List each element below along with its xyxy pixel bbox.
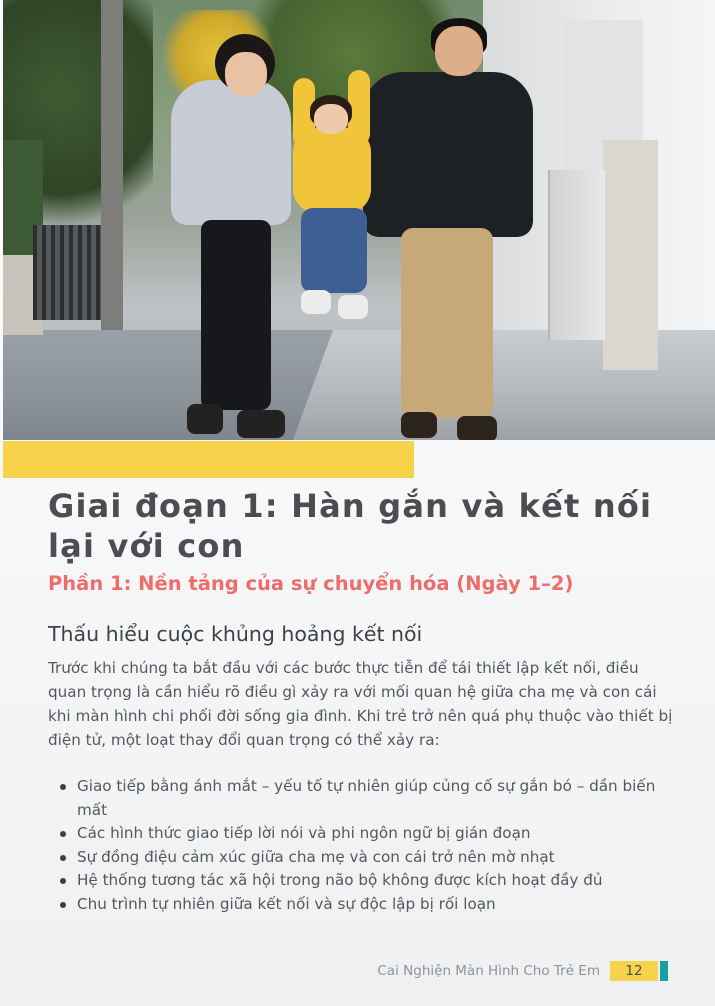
accent-bar bbox=[3, 441, 414, 478]
child-face bbox=[314, 104, 348, 134]
page-title: Giai đoạn 1: Hàn gắn và kết nối lại với con bbox=[48, 487, 653, 565]
list-item: Các hình thức giao tiếp lời nói và phi ngôn ngữ bị gián đoạn bbox=[48, 822, 674, 846]
father-shoe bbox=[457, 416, 497, 440]
fence bbox=[33, 225, 103, 320]
list-item: Giao tiếp bằng ánh mắt – yếu tố tự nhiên giúp củng cố sự gắn bó – dần biến mất bbox=[48, 775, 674, 822]
father-legs bbox=[401, 228, 493, 418]
gate bbox=[548, 170, 605, 340]
family-photo bbox=[3, 0, 715, 440]
bullet-list bbox=[48, 775, 674, 916]
father-face bbox=[435, 26, 483, 76]
father-jacket bbox=[363, 72, 533, 237]
page-number: 12 bbox=[610, 961, 658, 981]
utility-pole bbox=[101, 0, 123, 330]
body-paragraph: Trước khi chúng ta bắt đầu với các bước thực tiễn để tái thiết lập kết nối, điều quan trọng là cần hiểu rõ điều gì xảy ra với mối quan hệ giữa cha mẹ và con cái khi màn hình chi phối đời sống gia đình. Khi trẻ trở nên quá phụ thuộc vào thiết bị điện tử, một loạt thay đổi quan trọng có thể xảy ra: bbox=[48, 659, 673, 749]
child-legs bbox=[301, 208, 367, 293]
page-tab-marker bbox=[660, 961, 668, 981]
child-shoe bbox=[301, 290, 331, 314]
section-heading: Thấu hiểu cuộc khủng hoảng kết nối bbox=[48, 622, 423, 646]
mother-face bbox=[225, 52, 267, 96]
block-wall bbox=[603, 140, 658, 370]
mother-shoe bbox=[187, 404, 223, 434]
list-item: Chu trình tự nhiên giữa kết nối và sự độc lập bị rối loạn bbox=[48, 893, 674, 917]
child-shoe bbox=[338, 295, 368, 319]
mother-shoe bbox=[237, 410, 285, 438]
child-jacket bbox=[293, 128, 371, 213]
list-item: Sự đồng điệu cảm xúc giữa cha mẹ và con cái trở nên mờ nhạt bbox=[48, 846, 674, 870]
father-shoe bbox=[401, 412, 437, 438]
footer-book-title: Cai Nghiện Màn Hình Cho Trẻ Em bbox=[377, 963, 600, 979]
list-item: Hệ thống tương tác xã hội trong não bộ không được kích hoạt đầy đủ bbox=[48, 869, 674, 893]
page-subtitle: Phần 1: Nền tảng của sự chuyển hóa (Ngày 1–2) bbox=[48, 572, 574, 595]
mother-jacket bbox=[171, 80, 291, 225]
mother-legs bbox=[201, 220, 271, 410]
